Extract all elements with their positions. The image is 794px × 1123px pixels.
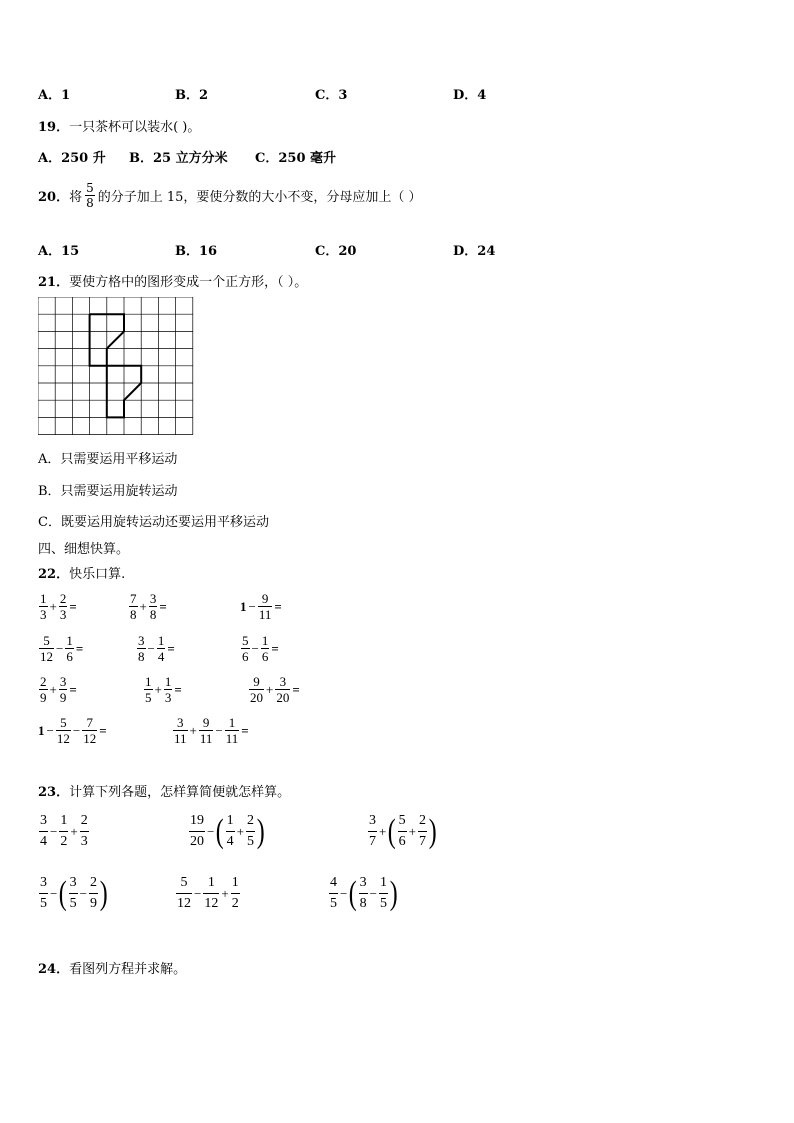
q20-pre: 将 <box>69 190 83 205</box>
left-parenthesis: ( <box>216 812 224 850</box>
denominator: 6 <box>398 834 406 849</box>
numerator: 1 <box>59 814 68 832</box>
left-parenthesis: ( <box>349 874 357 912</box>
q20-post: 的分子加上 15，要使分数的大小不变，分母应加上（ ） <box>97 190 422 205</box>
fraction <box>59 675 68 704</box>
numerator: 5 <box>242 633 249 648</box>
denominator: 6 <box>261 649 269 664</box>
numerator: 7 <box>130 591 137 606</box>
denominator: 5 <box>330 896 337 911</box>
numerator: 1 <box>225 716 240 731</box>
numerator: 3 <box>173 716 188 731</box>
numerator: 3 <box>149 591 157 606</box>
q18-option-d: D．4 <box>453 88 487 103</box>
fraction <box>275 675 290 704</box>
numerator: 3 <box>275 675 290 690</box>
operator: − <box>215 722 223 738</box>
fraction <box>164 675 173 704</box>
q22-text: 快乐口算. <box>69 567 126 582</box>
q19-option-c: C．250 毫升 <box>255 151 337 166</box>
operator: + <box>189 722 197 738</box>
equals-sign: = <box>274 598 282 614</box>
denominator: 8 <box>138 649 145 664</box>
numerator: 5 <box>176 876 192 894</box>
operator: − <box>207 823 215 839</box>
operator: − <box>56 640 64 656</box>
q23-expression <box>38 814 90 849</box>
numerator: 2 <box>59 591 67 606</box>
operator: + <box>266 681 274 697</box>
denominator: 5 <box>380 896 388 911</box>
grid-figure <box>38 297 194 435</box>
numerator: 2 <box>40 674 47 689</box>
denominator: 9 <box>90 896 98 911</box>
q22-expression <box>38 716 107 745</box>
numerator: 2 <box>418 814 427 832</box>
numerator: 1 <box>261 633 269 648</box>
numerator: 1 <box>157 633 165 648</box>
fraction <box>59 592 68 621</box>
fraction <box>129 592 138 621</box>
fraction <box>69 876 78 911</box>
numerator: 19 <box>189 814 205 832</box>
denominator: 20 <box>190 834 204 849</box>
numerator: 3 <box>138 633 145 648</box>
fraction <box>189 814 205 849</box>
denominator: 2 <box>231 896 239 911</box>
equals-sign: = <box>241 722 249 738</box>
fraction <box>39 634 54 663</box>
equals-sign: = <box>69 598 77 614</box>
denominator: 3 <box>59 607 67 622</box>
denominator: 4 <box>40 834 47 849</box>
q20-stem <box>38 182 422 209</box>
operator: + <box>408 823 417 839</box>
q19-number: 19． <box>38 120 70 135</box>
operator: + <box>236 823 245 839</box>
q20-fraction-numerator: 5 <box>86 181 94 195</box>
numerator: 1 <box>203 876 219 894</box>
left-parenthesis: ( <box>59 874 67 912</box>
denominator: 9 <box>40 690 47 705</box>
q18-option-a: A．1 <box>38 88 71 103</box>
q23-expression <box>188 814 265 849</box>
q22-expression <box>172 716 249 745</box>
fraction <box>39 814 48 849</box>
fraction <box>329 876 338 911</box>
operator: − <box>251 640 259 656</box>
q23-expression <box>367 814 437 849</box>
fraction <box>249 675 264 704</box>
numerator: 3 <box>359 876 368 894</box>
q22-expression <box>38 634 83 663</box>
q20-option-c: C．20 <box>315 244 357 259</box>
denominator: 3 <box>80 834 88 849</box>
operator: − <box>147 640 155 656</box>
numerator: 1 <box>226 814 235 832</box>
numerator: 1 <box>40 591 47 606</box>
numerator: 9 <box>258 592 273 607</box>
numerator: 2 <box>246 814 255 832</box>
q22-expression <box>38 675 77 704</box>
operator: + <box>379 823 387 839</box>
fraction <box>379 876 388 911</box>
q22-expression <box>240 592 282 621</box>
equals-sign: = <box>167 640 175 656</box>
fraction <box>176 876 192 911</box>
q22-expression <box>240 634 279 663</box>
operator: + <box>49 681 57 697</box>
denominator: 5 <box>145 690 152 705</box>
numerator: 3 <box>39 814 48 832</box>
fraction <box>56 716 71 745</box>
operator: − <box>194 885 202 901</box>
fraction <box>157 634 166 663</box>
q20-fraction <box>85 182 95 209</box>
fraction <box>137 634 146 663</box>
q21-text: 要使方格中的图形变成一个正方形，（ ）。 <box>69 275 308 290</box>
fraction <box>80 814 89 849</box>
fraction <box>418 814 427 849</box>
equals-sign: = <box>159 598 167 614</box>
q24-number: 24． <box>38 962 70 977</box>
denominator: 8 <box>359 896 367 911</box>
denominator: 12 <box>83 731 97 746</box>
denominator: 5 <box>40 896 47 911</box>
fraction <box>246 814 255 849</box>
equals-sign: = <box>292 681 300 697</box>
shape-outline <box>90 314 142 417</box>
fraction <box>241 634 250 663</box>
right-parenthesis: ) <box>389 874 398 912</box>
operator: − <box>72 722 81 738</box>
denominator: 8 <box>130 607 137 622</box>
denominator: 8 <box>149 607 157 622</box>
fraction <box>199 716 214 745</box>
numerator: 9 <box>199 716 214 731</box>
operator: − <box>369 885 378 901</box>
integer-one: 1 <box>240 598 247 614</box>
q21-number: 21． <box>38 275 70 290</box>
fraction <box>226 814 235 849</box>
denominator: 11 <box>199 731 213 746</box>
denominator: 9 <box>59 690 67 705</box>
denominator: 11 <box>258 607 272 622</box>
q19-option-b: B．25 立方分米 <box>129 151 228 166</box>
numerator: 5 <box>398 814 407 832</box>
denominator: 7 <box>419 834 427 849</box>
right-parenthesis: ) <box>99 874 108 912</box>
denominator: 3 <box>40 607 47 622</box>
q18-option-b: B．2 <box>175 88 209 103</box>
q23-text: 计算下列各题，怎样算简便就怎样算。 <box>69 785 291 800</box>
denominator: 12 <box>204 896 219 911</box>
operator: + <box>139 598 147 614</box>
q19-stem <box>38 116 200 135</box>
fraction <box>231 876 240 911</box>
equals-sign: = <box>75 640 84 656</box>
numerator: 3 <box>368 814 377 832</box>
denominator: 3 <box>164 690 172 705</box>
numerator: 1 <box>379 876 388 894</box>
operator: + <box>70 823 78 839</box>
numerator: 7 <box>82 716 97 731</box>
denominator: 6 <box>66 649 73 664</box>
section-heading: 四、细想快算。 <box>38 542 130 557</box>
q20-option-b: B．16 <box>175 244 218 259</box>
denominator: 12 <box>40 649 53 664</box>
q19-text: 一只茶杯可以装水( )。 <box>69 120 201 135</box>
q23-number: 23． <box>38 785 70 800</box>
denominator: 12 <box>177 896 191 911</box>
fraction <box>89 876 98 911</box>
numerator: 9 <box>249 675 264 690</box>
fraction <box>173 716 188 745</box>
operator: + <box>221 885 229 901</box>
numerator: 1 <box>231 876 240 894</box>
q22-expression <box>136 634 175 663</box>
operator: − <box>248 598 256 614</box>
equals-sign: = <box>69 681 77 697</box>
q20-number: 20． <box>38 190 70 205</box>
equals-sign: = <box>99 722 107 738</box>
fraction <box>39 675 48 704</box>
left-parenthesis: ( <box>388 812 396 850</box>
right-parenthesis: ) <box>428 812 437 850</box>
denominator: 2 <box>60 834 68 849</box>
fraction <box>59 814 68 849</box>
denominator: 11 <box>225 731 239 746</box>
denominator: 12 <box>56 731 70 746</box>
denominator: 20 <box>250 690 263 705</box>
numerator: 5 <box>56 716 71 731</box>
numerator: 3 <box>39 876 48 894</box>
denominator: 4 <box>226 834 234 849</box>
q22-expression <box>143 675 182 704</box>
denominator: 11 <box>174 731 187 746</box>
q21-stem <box>38 271 307 290</box>
q21-option-a: A．只需要运用平移运动 <box>38 452 178 467</box>
operator: − <box>340 885 348 901</box>
operator: + <box>154 681 162 697</box>
denominator: 6 <box>242 649 249 664</box>
equals-sign: = <box>174 681 182 697</box>
q23-expression <box>38 876 108 911</box>
q19-option-a: A．250 升 <box>38 151 106 166</box>
q22-stem <box>38 563 125 582</box>
denominator: 4 <box>157 649 165 664</box>
q22-number: 22． <box>38 567 70 582</box>
denominator: 7 <box>369 834 376 849</box>
numerator: 1 <box>145 674 152 689</box>
right-parenthesis: ) <box>256 812 265 850</box>
q23-expression <box>328 876 398 911</box>
operator: − <box>50 885 58 901</box>
q24-stem <box>38 958 186 977</box>
q20-option-a: A．15 <box>38 244 80 259</box>
equals-sign: = <box>271 640 279 656</box>
q18-option-c: C．3 <box>315 88 348 103</box>
denominator: 5 <box>69 896 77 911</box>
q23-expression <box>175 876 241 911</box>
numerator: 3 <box>59 674 67 689</box>
fraction <box>203 876 219 911</box>
numerator: 1 <box>164 674 172 689</box>
q21-option-b: B．只需要运用旋转运动 <box>38 484 178 499</box>
q22-expression <box>248 675 300 704</box>
integer-one: 1 <box>38 722 45 738</box>
fraction <box>398 814 407 849</box>
q22-expression <box>128 592 167 621</box>
numerator: 4 <box>329 876 338 894</box>
fraction <box>359 876 368 911</box>
q20-fraction-denominator: 8 <box>86 196 94 210</box>
fraction <box>82 716 97 745</box>
fraction <box>258 592 273 621</box>
fraction <box>261 634 270 663</box>
fraction <box>368 814 377 849</box>
operator: − <box>79 885 88 901</box>
numerator: 1 <box>66 633 73 648</box>
q24-text: 看图列方程并求解。 <box>69 962 187 977</box>
fraction <box>225 716 240 745</box>
numerator: 2 <box>80 814 89 832</box>
numerator: 2 <box>89 876 98 894</box>
numerator: 5 <box>39 634 54 649</box>
q21-option-c: C．既要运用旋转运动还要运用平移运动 <box>38 515 269 530</box>
fraction <box>39 592 48 621</box>
q20-option-d: D．24 <box>453 244 496 259</box>
q23-stem <box>38 781 290 800</box>
denominator: 20 <box>276 690 290 705</box>
operator: − <box>50 823 58 839</box>
operator: + <box>49 598 57 614</box>
numerator: 3 <box>69 876 78 894</box>
fraction <box>65 634 74 663</box>
fraction <box>144 675 153 704</box>
operator: − <box>46 722 54 738</box>
fraction <box>149 592 158 621</box>
fraction <box>39 876 48 911</box>
q22-expression <box>38 592 77 621</box>
denominator: 5 <box>247 834 255 849</box>
